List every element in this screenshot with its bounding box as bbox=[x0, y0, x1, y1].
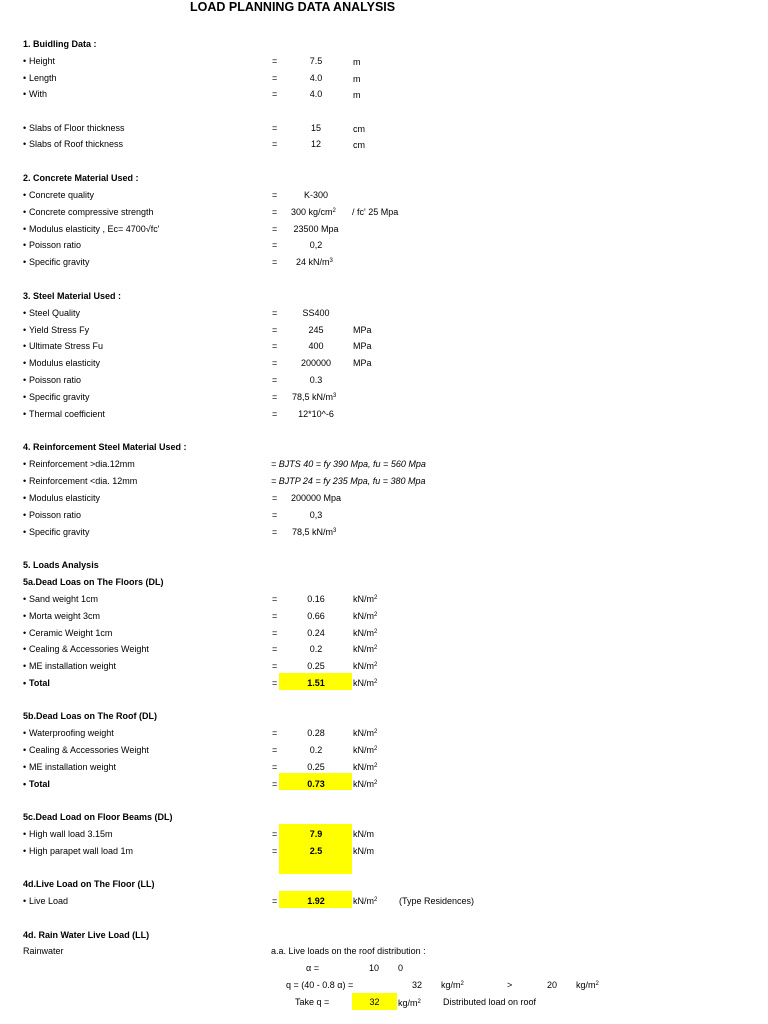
label: Specific gravity bbox=[29, 257, 90, 267]
label: Waterproofing weight bbox=[29, 728, 114, 738]
unit-text: kg/m bbox=[441, 980, 461, 990]
label: Ceramic Weight 1cm bbox=[29, 628, 113, 638]
equals-sign: = bbox=[272, 224, 278, 234]
value bbox=[291, 206, 336, 218]
unit-text: kN/m bbox=[353, 611, 374, 621]
bullet: • bbox=[23, 308, 27, 318]
bullet: • bbox=[23, 224, 27, 234]
unit-text: kN/m bbox=[353, 762, 374, 772]
value: 0.73 bbox=[307, 779, 325, 789]
unit bbox=[353, 677, 377, 689]
label: Yield Stress Fy bbox=[29, 325, 90, 335]
value: 0.66 bbox=[307, 611, 325, 621]
unit: MPa bbox=[353, 358, 372, 368]
equals-sign: = bbox=[272, 190, 278, 200]
unit-text: kN/m bbox=[353, 896, 374, 906]
equals-sign: = bbox=[272, 846, 278, 856]
equals-sign: = bbox=[272, 257, 278, 267]
alpha-label: α = bbox=[306, 963, 319, 973]
equals-sign: = bbox=[272, 628, 278, 638]
label: Concrete quality bbox=[29, 190, 95, 200]
superscript: 2 bbox=[374, 629, 378, 635]
unit bbox=[353, 660, 377, 672]
bullet: • bbox=[23, 661, 27, 671]
equals-sign: = bbox=[272, 745, 278, 755]
subsection-heading-roof: 5b.Dead Loas on The Roof (DL) bbox=[23, 711, 157, 721]
label: Length bbox=[29, 73, 57, 83]
value-text: 78,5 kN/m bbox=[292, 527, 334, 537]
bullet: • bbox=[23, 745, 27, 755]
label: Modulus elasticity , Ec= 4700√fc' bbox=[29, 224, 160, 234]
value: 1.51 bbox=[307, 678, 325, 688]
value: 23500 Mpa bbox=[293, 224, 339, 234]
equals-sign: = bbox=[272, 409, 278, 419]
value: 0.24 bbox=[307, 628, 325, 638]
bullet: • bbox=[23, 678, 27, 688]
take-unit bbox=[398, 997, 421, 1009]
superscript: 2 bbox=[374, 595, 378, 601]
bullet: • bbox=[23, 493, 27, 503]
bullet: • bbox=[23, 846, 27, 856]
value bbox=[292, 391, 336, 403]
bullet: • bbox=[23, 628, 27, 638]
equals-sign: = bbox=[272, 527, 278, 537]
equals-sign: = bbox=[272, 728, 278, 738]
value-extra: / fc' 25 Mpa bbox=[352, 207, 399, 217]
unit: m bbox=[353, 57, 361, 67]
unit: m bbox=[353, 74, 361, 84]
label: Poisson ratio bbox=[29, 510, 82, 520]
value: 0.16 bbox=[307, 594, 325, 604]
alpha-second: 0 bbox=[398, 963, 404, 973]
label: High parapet wall load 1m bbox=[29, 846, 134, 856]
unit bbox=[353, 627, 377, 639]
value: 7.9 bbox=[309, 829, 323, 839]
note: (Type Residences) bbox=[399, 896, 475, 906]
label: Ultimate Stress Fu bbox=[29, 341, 104, 351]
value: 4.0 bbox=[309, 89, 323, 99]
value: 0.2 bbox=[309, 745, 323, 755]
bullet: • bbox=[23, 375, 27, 385]
bullet: • bbox=[23, 341, 27, 351]
unit: cm bbox=[353, 124, 365, 134]
value: 7.5 bbox=[309, 56, 323, 66]
bullet: • bbox=[23, 762, 27, 772]
rain-distribution: a.a. Live loads on the roof distribution : bbox=[271, 946, 426, 956]
bullet: • bbox=[23, 56, 27, 66]
section-heading-loads: 5. Loads Analysis bbox=[23, 560, 99, 570]
value: 15 bbox=[310, 123, 321, 133]
equals-sign: = bbox=[272, 644, 278, 654]
value: 12 bbox=[310, 139, 321, 149]
equals-sign: = bbox=[272, 611, 278, 621]
equals-sign: = bbox=[272, 73, 278, 83]
bullet: • bbox=[23, 829, 27, 839]
superscript: 2 bbox=[374, 679, 378, 685]
label: Slabs of Floor thickness bbox=[29, 123, 125, 133]
label: Live Load bbox=[29, 896, 69, 906]
superscript: 2 bbox=[374, 746, 378, 752]
bullet: • bbox=[23, 644, 27, 654]
value: = BJTS 40 = fy 390 Mpa, fu = 560 Mpa bbox=[271, 459, 426, 469]
label: Reinforcement <dia. 12mm bbox=[29, 476, 138, 486]
bullet: • bbox=[23, 510, 27, 520]
bullet: • bbox=[23, 73, 27, 83]
label: Slabs of Roof thickness bbox=[29, 139, 124, 149]
label: Height bbox=[29, 56, 56, 66]
unit bbox=[353, 778, 377, 790]
section-heading-steel: 3. Steel Material Used : bbox=[23, 291, 122, 301]
q-unit bbox=[441, 979, 464, 991]
label: Specific gravity bbox=[29, 392, 90, 402]
value: 4.0 bbox=[309, 73, 323, 83]
unit-text: kN/m bbox=[353, 594, 374, 604]
rain-label: Rainwater bbox=[23, 946, 64, 956]
section-heading-reinforcement: 4. Reinforcement Steel Material Used : bbox=[23, 442, 187, 452]
bullet: • bbox=[23, 728, 27, 738]
unit-text: kN/m bbox=[353, 644, 374, 654]
value: 200000 Mpa bbox=[291, 493, 342, 503]
section-heading-building: 1. Buidling Data : bbox=[23, 39, 97, 49]
superscript: 2 bbox=[374, 612, 378, 618]
equals-sign: = bbox=[272, 56, 278, 66]
unit: MPa bbox=[353, 341, 372, 351]
bullet: • bbox=[23, 392, 27, 402]
bullet: • bbox=[23, 459, 27, 469]
value-text: 24 kN/m bbox=[296, 257, 330, 267]
equals-sign: = bbox=[272, 762, 278, 772]
bullet: • bbox=[23, 611, 27, 621]
label: Cealing & Accessories Weight bbox=[29, 644, 149, 654]
bullet: • bbox=[23, 139, 27, 149]
unit: kN/m bbox=[353, 829, 374, 839]
value: 0,3 bbox=[309, 510, 323, 520]
value: 12*10^-6 bbox=[298, 409, 334, 419]
value: 200000 bbox=[300, 358, 332, 368]
equals-sign: = bbox=[272, 779, 278, 789]
equals-sign: = bbox=[272, 89, 278, 99]
value: 0.3 bbox=[309, 375, 323, 385]
equals-sign: = bbox=[272, 829, 278, 839]
alpha-value: 10 bbox=[369, 963, 380, 973]
label: Modulus elasticity bbox=[29, 493, 101, 503]
section-heading-concrete: 2. Concrete Material Used : bbox=[23, 173, 139, 183]
superscript: 2 bbox=[374, 780, 378, 786]
equals-sign: = bbox=[272, 308, 278, 318]
bullet: • bbox=[23, 779, 27, 789]
bullet: • bbox=[23, 123, 27, 133]
label: Steel Quality bbox=[29, 308, 81, 318]
value: 1.92 bbox=[307, 896, 325, 906]
equals-sign: = bbox=[272, 358, 278, 368]
label: High wall load 3.15m bbox=[29, 829, 113, 839]
equals-sign: = bbox=[272, 375, 278, 385]
q-limit: 20 bbox=[547, 980, 558, 990]
bullet: • bbox=[23, 358, 27, 368]
q-label: q = (40 - 0.8 α) = bbox=[286, 980, 354, 990]
unit-text: kN/m bbox=[353, 678, 374, 688]
equals-sign: = bbox=[272, 341, 278, 351]
bullet: • bbox=[23, 207, 27, 217]
equals-sign: = bbox=[272, 392, 278, 402]
superscript: 2 bbox=[374, 729, 378, 735]
unit bbox=[353, 593, 377, 605]
value: 0.2 bbox=[309, 644, 323, 654]
value: 0,2 bbox=[309, 240, 323, 250]
label: ME installation weight bbox=[29, 661, 117, 671]
subsection-heading-rain: 4d. Rain Water Live Load (LL) bbox=[23, 930, 150, 940]
q-compare: > bbox=[507, 980, 513, 990]
superscript: 3 bbox=[333, 393, 337, 399]
equals-sign: = bbox=[272, 678, 278, 688]
label: Concrete compressive strength bbox=[29, 207, 154, 217]
superscript: 2 bbox=[417, 999, 421, 1005]
bullet: • bbox=[23, 476, 27, 486]
subsection-heading-beams: 5c.Dead Load on Floor Beams (DL) bbox=[23, 812, 173, 822]
equals-sign: = bbox=[272, 123, 278, 133]
equals-sign: = bbox=[272, 240, 278, 250]
bullet: • bbox=[23, 240, 27, 250]
label: With bbox=[29, 89, 47, 99]
superscript: 2 bbox=[374, 662, 378, 668]
label: Reinforcement >dia.12mm bbox=[29, 459, 135, 469]
equals-sign: = bbox=[272, 207, 278, 217]
unit: m bbox=[353, 90, 361, 100]
value: 0.25 bbox=[307, 762, 325, 772]
value bbox=[296, 256, 333, 268]
value-text: 78,5 kN/m bbox=[292, 392, 334, 402]
unit bbox=[353, 761, 377, 773]
bullet: • bbox=[23, 325, 27, 335]
unit-text: kg/m bbox=[576, 980, 596, 990]
superscript: 2 bbox=[374, 897, 378, 903]
bullet: • bbox=[23, 409, 27, 419]
unit bbox=[353, 727, 377, 739]
value: 0.28 bbox=[307, 728, 325, 738]
label: Poisson ratio bbox=[29, 240, 82, 250]
superscript: 2 bbox=[332, 208, 336, 214]
bullet: • bbox=[23, 190, 27, 200]
superscript: 3 bbox=[333, 528, 337, 534]
take-label: Take q = bbox=[295, 997, 330, 1007]
unit bbox=[353, 643, 377, 655]
unit-text: kN/m bbox=[353, 779, 374, 789]
value: K-300 bbox=[303, 190, 329, 200]
value: 245 bbox=[308, 325, 324, 335]
unit-text: kN/m bbox=[353, 661, 374, 671]
equals-sign: = bbox=[272, 325, 278, 335]
bullet: • bbox=[23, 527, 27, 537]
subsection-heading-floor: 5a.Dead Loas on The Floors (DL) bbox=[23, 577, 164, 587]
bullet: • bbox=[23, 896, 27, 906]
value: = BJTP 24 = fy 235 Mpa, fu = 380 Mpa bbox=[271, 476, 426, 486]
superscript: 2 bbox=[374, 763, 378, 769]
value: 400 bbox=[308, 341, 324, 351]
page-title: LOAD PLANNING DATA ANALYSIS bbox=[190, 0, 396, 14]
q-value: 32 bbox=[412, 980, 423, 990]
label: ME installation weight bbox=[29, 762, 117, 772]
label: Morta weight 3cm bbox=[29, 611, 101, 621]
label: Poisson ratio bbox=[29, 375, 82, 385]
equals-sign: = bbox=[272, 661, 278, 671]
take-note: Distributed load on roof bbox=[443, 997, 537, 1007]
unit-text: kg/m bbox=[398, 998, 418, 1008]
label: Cealing & Accessories Weight bbox=[29, 745, 149, 755]
label: Sand weight 1cm bbox=[29, 594, 99, 604]
subsection-heading-live: 4d.Live Load on The Floor (LL) bbox=[23, 879, 155, 889]
unit-text: kN/m bbox=[353, 728, 374, 738]
unit bbox=[353, 895, 377, 907]
superscript: 2 bbox=[374, 645, 378, 651]
unit: kN/m bbox=[353, 846, 374, 856]
unit-text: kN/m bbox=[353, 628, 374, 638]
label: Specific gravity bbox=[29, 527, 90, 537]
q-limit-unit bbox=[576, 979, 599, 991]
value: SS400 bbox=[302, 308, 330, 318]
label: Modulus elasticity bbox=[29, 358, 101, 368]
equals-sign: = bbox=[272, 139, 278, 149]
value: 2.5 bbox=[309, 846, 323, 856]
unit bbox=[353, 610, 377, 622]
value: 0.25 bbox=[307, 661, 325, 671]
unit: cm bbox=[353, 140, 365, 150]
bullet: • bbox=[23, 594, 27, 604]
unit bbox=[353, 744, 377, 756]
label: Total bbox=[29, 779, 50, 789]
equals-sign: = bbox=[272, 594, 278, 604]
value-text: 300 kg/cm bbox=[291, 207, 333, 217]
equals-sign: = bbox=[272, 510, 278, 520]
label: Thermal coefficient bbox=[29, 409, 105, 419]
value bbox=[292, 526, 336, 538]
label: Total bbox=[29, 678, 50, 688]
superscript: 2 bbox=[595, 981, 599, 987]
equals-sign: = bbox=[272, 493, 278, 503]
take-value: 32 bbox=[369, 997, 380, 1007]
equals-sign: = bbox=[272, 896, 278, 906]
bullet: • bbox=[23, 257, 27, 267]
superscript: 3 bbox=[329, 258, 333, 264]
unit: MPa bbox=[353, 325, 372, 335]
superscript: 2 bbox=[460, 981, 464, 987]
unit-text: kN/m bbox=[353, 745, 374, 755]
bullet: • bbox=[23, 89, 27, 99]
